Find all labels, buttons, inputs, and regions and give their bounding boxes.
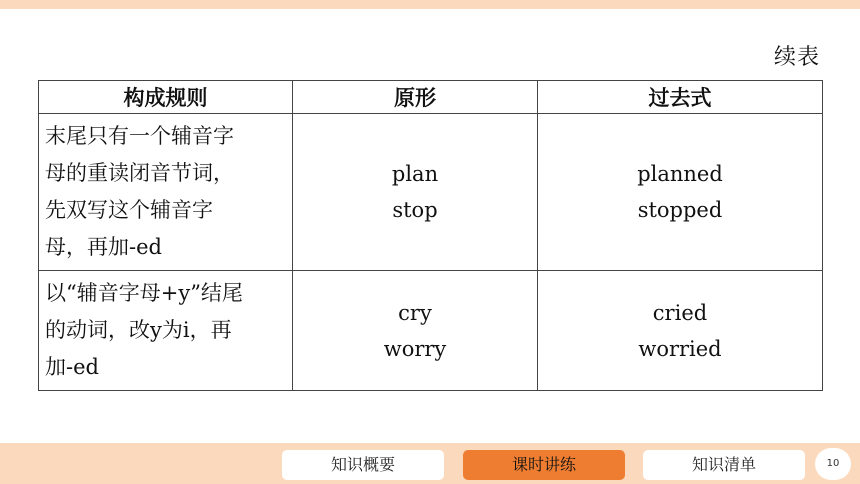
rule-line: 母的重读闭音节词， [45,161,234,185]
base-form-word: worry [383,336,447,361]
top-decor-bar [0,0,860,9]
base-form-word: cry [398,300,432,325]
rule-line: 的动词，改y为i，再 [45,318,232,342]
rule-line: 母，再加-ed [45,235,162,259]
column-header-past-tense: 过去式 [538,81,823,114]
base-form-word: plan [391,162,439,186]
nav-button-lesson-practice[interactable]: 课时讲练 [463,450,625,480]
past-tense-word: planned [637,162,723,186]
table-header-row [39,81,823,114]
verb-past-tense-table [38,80,823,391]
column-header-base-form: 原形 [293,81,538,114]
rule-line: 以“辅音字母+y”结尾 [45,281,243,305]
past-tense-cell [538,271,823,391]
column-header-rule: 构成规则 [39,81,293,114]
base-form-cell [293,114,538,271]
nav-button-knowledge-list[interactable]: 知识清单 [643,450,805,480]
past-tense-word: cried [652,300,708,325]
rule-line: 先双写这个辅音字 [45,198,213,222]
rule-cell [39,114,293,271]
page-number-badge: 10 [815,448,851,480]
table-row [39,114,823,271]
rule-line: 末尾只有一个辅音字 [45,124,234,148]
base-form-word: stop [392,198,438,222]
nav-button-knowledge-overview[interactable]: 知识概要 [282,450,444,480]
continued-label: 续表 [773,45,820,70]
rule-cell [39,271,293,391]
base-form-cell [293,271,538,391]
past-tense-word: stopped [637,198,723,222]
table-row [39,271,823,391]
rule-line: 加-ed [45,355,99,379]
past-tense-word: worried [638,336,722,361]
past-tense-cell [538,114,823,271]
